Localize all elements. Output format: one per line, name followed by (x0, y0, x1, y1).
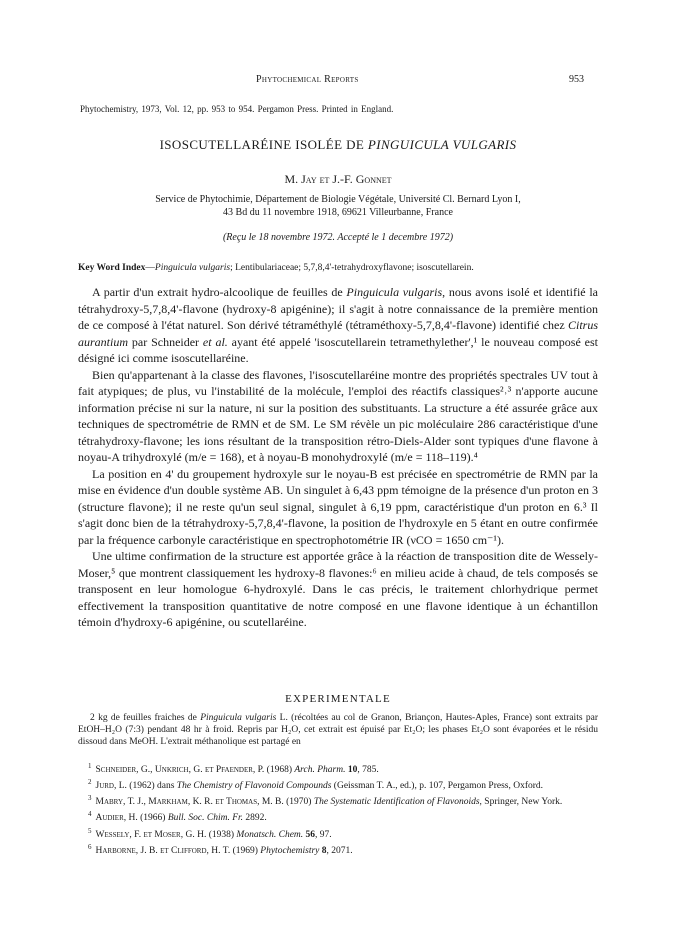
p1-text-d: ayant été appelé 'isoscutellarein tetramethylether',¹ le nouveau composé est désigné ici comme isoscutellaréine. (78, 334, 598, 365)
footnote (78, 825, 598, 841)
affiliation-line-2: 43 Bd du 11 novembre 1918, 69621 Villeurbanne, France (223, 207, 453, 218)
keyword-species: Pinguicula vulgaris (154, 263, 231, 273)
author-names: M. Jay et J.-F. Gonnet (284, 172, 392, 186)
footnote-journal: Arch. Pharm. (294, 765, 346, 776)
experimental-text-a: 2 kg de feuilles fraiches de (90, 713, 201, 723)
p1-citrus: Citrus aurantium (78, 318, 598, 349)
footnote-year: (1969) (230, 845, 261, 856)
paragraph-2: Bien qu'appartenant à la classe des flavones, l'isoscutellaréine montre des propriétés spectrales UV tout à fait atypiques; de plus, vu l'instabilité de la molécule, l'emploi des réactifs classiques²˒³ n'apporte aucune information précise ni sur la nature, ni sur la position des substituants. La structure a été assurée grâce aux techniques de spectrométrie de RMN et de SM. Le SM révèle un pic moléculaire 286 caractéristique d'une tétrahydroxy-flavone; les ions résultant de la transposition rétro-Diels-Alder sont typiques d'une flavone à noyau-A trihydroxylé (m/e = 168), et à noyau-B monohydroxylé (m/e = 118–119).⁴ (78, 367, 598, 464)
footnote (78, 841, 598, 857)
footnote-journal: Bull. Soc. Chim. Fr. (167, 813, 244, 824)
footnote-authors: Schneider, G., Unkrich, G. et Pfaender, P. (95, 765, 265, 776)
footnote-authors: Audier, H. (95, 813, 138, 824)
footnote-rest: , 785. (357, 765, 379, 776)
footnote-year: (1938) (206, 829, 237, 840)
keyword-dash: — (145, 263, 155, 273)
footnote-number: 2 (88, 778, 92, 787)
footnote-authors: Jurd, L. (95, 781, 127, 792)
footnote-journal: Phytochemistry (260, 845, 320, 856)
running-head (0, 74, 676, 88)
received-text: (Reçu le 18 novembre 1972. Accepté le 1 decembre 1972) (222, 232, 454, 243)
footnote (78, 776, 598, 792)
footnote (78, 808, 598, 824)
footnotes (78, 760, 598, 857)
article-title (0, 137, 676, 153)
footnote-journal: The Chemistry of Flavonoid Compounds (176, 781, 332, 792)
experimental-text (78, 712, 598, 748)
keyword-label: Key Word Index (78, 263, 146, 273)
title-text: ISOSCUTELLARÉINE ISOLÉE DE (159, 137, 368, 152)
footnote-journal: Monatsch. Chem. (236, 829, 304, 840)
page-number: 953 (569, 74, 584, 85)
footnote-rest: 2892. (243, 813, 267, 824)
title-species: PINGUICULA VULGARIS (367, 137, 517, 152)
footnote-rest: , Springer, New York. (479, 797, 563, 808)
footnote (78, 792, 598, 808)
experimental-paragraph (78, 712, 598, 748)
p1-species: Pinguicula vulgaris (346, 285, 443, 299)
paragraph-1 (78, 284, 598, 367)
p1-text-c: par Schneider (128, 334, 203, 349)
citation-line: Phytochemistry, 1973, Vol. 12, pp. 953 to 954. Pergamon Press. Printed in England. (80, 104, 394, 114)
affiliation-line-1: Service de Phytochimie, Département de Biologie Végétale, Université Cl. Bernard Lyon I, (155, 194, 521, 205)
paragraph-4: Une ultime confirmation de la structure est apportée grâce à la réaction de transposition dite de Wessely-Moser,⁵ que montrent classiquement les hydroxy-8 flavones:⁶ en milieu acide à chaud, de tels composés se transposent en leur homologue 6-hydroxylé. Dans le cas précis, le traitement chlorhydrique permet effectivement la transposition quantitative de notre composé en une flavone identique à un échantillon témoin d'hydroxy-6 apigénine, ou scutellaréine. (78, 549, 598, 629)
footnote-volume: 10 (345, 765, 358, 776)
p1-et-al: et al. (202, 334, 228, 349)
footnote-volume: 8 (319, 845, 327, 856)
footnote-rest: , 2071. (326, 845, 353, 856)
footnote-authors: Wessely, F. et Moser, G. H. (95, 829, 207, 840)
authors (0, 172, 676, 187)
footnote-volume: 56 (303, 829, 316, 840)
footnote-year: (1970) (283, 797, 314, 808)
footnote-number: 4 (88, 810, 92, 819)
section-heading-experimental: EXPERIMENTALE (285, 693, 391, 705)
keyword-list: ; Lentibulariaceae; 5,7,8,4'-tetrahydroxyflavone; isoscutellarein. (230, 263, 474, 273)
footnote-authors: Harborne, J. B. et Clifford, H. T. (95, 845, 231, 856)
footnote-number: 6 (88, 842, 92, 851)
affiliation (0, 193, 676, 219)
p1-text-a: A partir d'un extrait hydro-alcoolique de feuilles de (92, 285, 347, 299)
article-body (78, 284, 598, 631)
footnote-year: (1962) dans (126, 781, 177, 792)
footnote-number: 1 (88, 762, 92, 770)
experimental-species: Pinguicula vulgaris (200, 713, 277, 723)
footnote-rest: (Geissman T. A., ed.), p. 107, Pergamon Press, Oxford. (331, 781, 544, 792)
footnote-year: (1968) (264, 765, 295, 776)
p1-text-b: , nous avons isolé et identifié la tétrahydroxy-5,7,8,4'-flavone (hydroxy-8 apigénine); il s'agit à notre connaissance de la première mention de ce composé à l'état naturel. Son dérivé tétraméthylé (tétraméthoxy-5,7,8,4'-flavone) identifié chez (78, 285, 599, 332)
experimental-text-b: L. (récoltées au col de Granon, Briançon, Hautes-Aples, France) sont extraits par EtOH–H₂O (7:3) pendant 48 hr à froid. Repris par H₂O, cet extrait est épuisé par Et₂O; les phases Et₂O sont évaporées et le résidu dissoud dans MeOH. L'extrait méthanolique est partagé en (78, 713, 598, 747)
keyword-index (78, 262, 598, 274)
paragraph-3: La position en 4' du groupement hydroxyle sur le noyau-B est précisée en spectrométrie de RMN par la mise en évidence d'un double système AB. Un singulet à 6,43 ppm témoigne de la présence d'un proton en 3 (structure flavone); il ne reste qu'un seul signal, singulet à 6,19 ppm, caractéristique d'un proton en 6.³ Il s'agit donc bien de la tétrahydroxy-5,7,8,4'-flavone, la position de l'hydroxyle en 5 étant en outre confirmée par la fréquence carbonyle caractéristique en spectrophotométrie IR (νCO = 1650 cm⁻¹). (78, 466, 598, 547)
footnote-rest: , 97. (315, 829, 332, 840)
footnote-authors: Mabry, T. J., Markham, K. R. et Thomas, M. B. (95, 797, 284, 808)
received-dates (0, 232, 676, 243)
footnote-year: (1966) (137, 813, 168, 824)
footnote-number: 3 (88, 794, 92, 803)
footnote-number: 5 (88, 826, 92, 835)
journal-running-title: Phytochemical Reports (256, 74, 359, 85)
footnote-journal: The Systematic Identification of Flavonoids (313, 797, 480, 808)
footnote (78, 760, 598, 776)
